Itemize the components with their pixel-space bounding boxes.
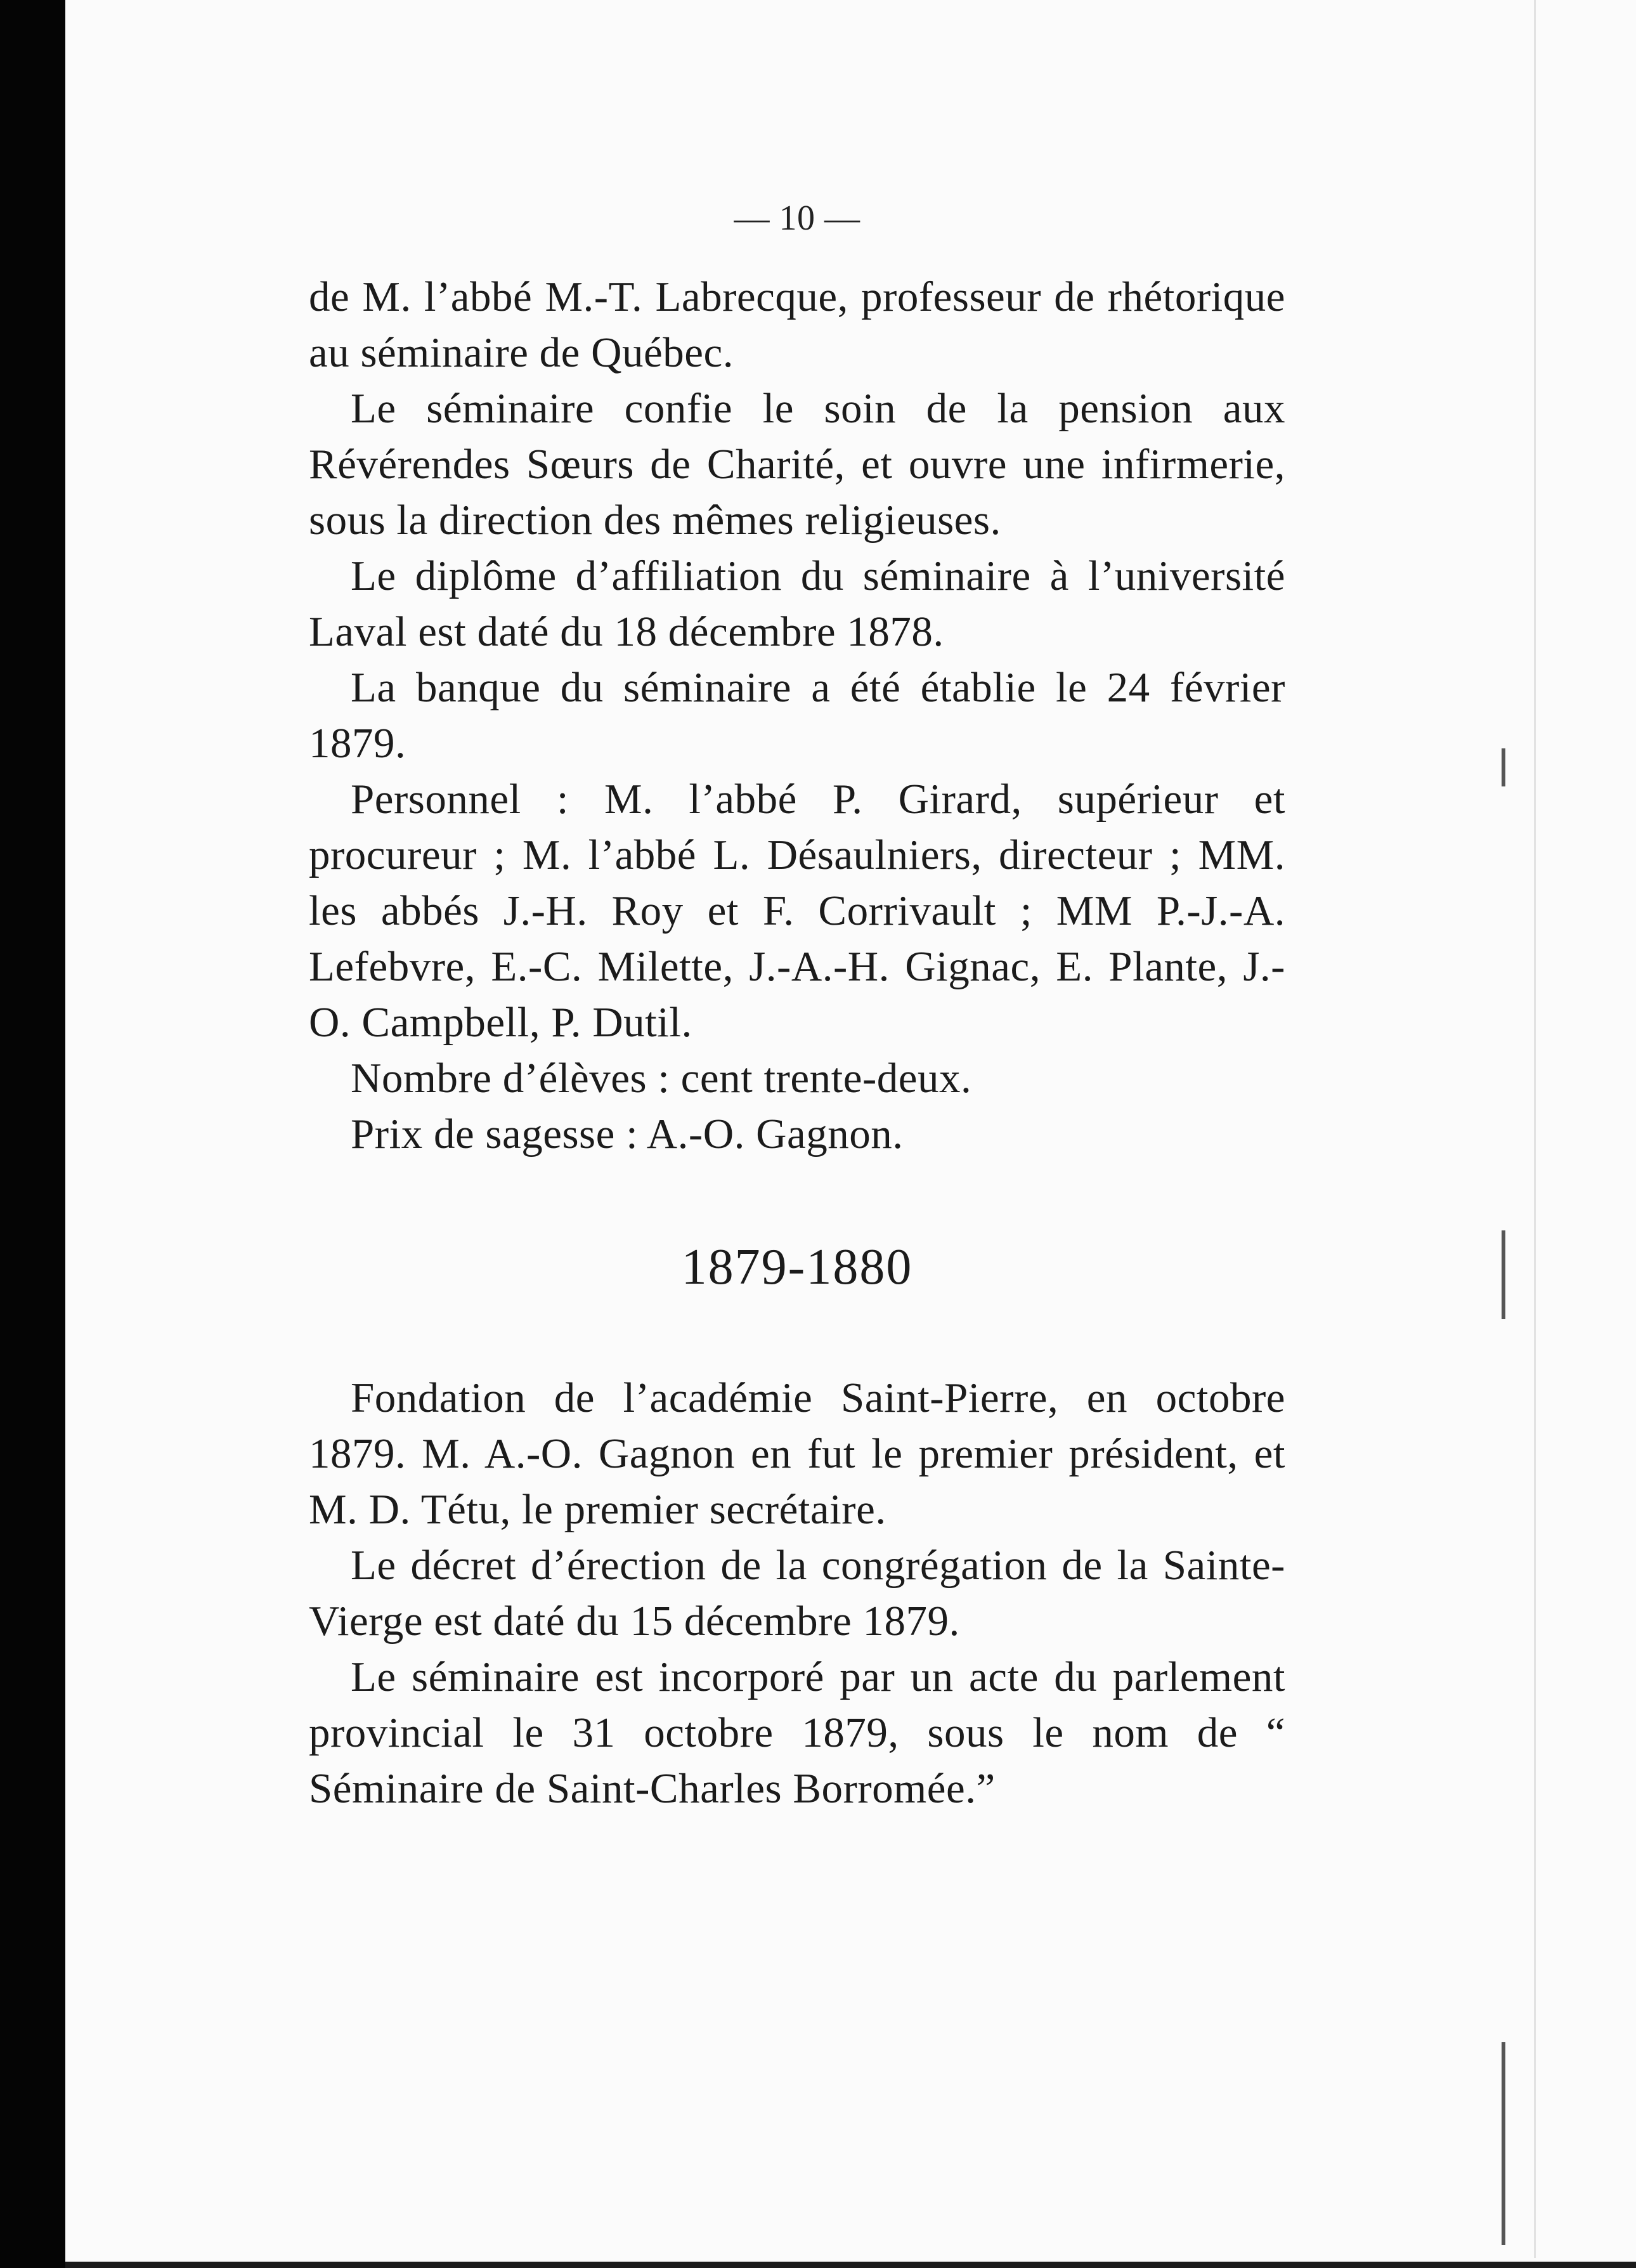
scan-bottom-border bbox=[65, 2262, 1636, 2268]
paragraph: Le diplôme d’affiliation du séminaire à l’université Laval est daté du 18 décembre 1878. bbox=[309, 552, 1285, 655]
scan-artifact-mark bbox=[1502, 1230, 1505, 1319]
page-text bbox=[309, 190, 1285, 1816]
page-number: — 10 — bbox=[734, 199, 860, 238]
paragraph: Nombre d’élèves : cent trente-deux. bbox=[351, 1055, 972, 1102]
paragraph: Le séminaire est incorporé par un acte du parlement provincial le 31 octobre 1879, sous le nom de “ Séminaire de Saint-Charles Borromée.” bbox=[309, 1653, 1285, 1812]
paragraph: Fondation de l’académie Saint-Pierre, en octobre 1879. M. A.-O. Gagnon en fut le premier président, et M. D. Tétu, le premier secrétaire. bbox=[309, 1374, 1285, 1533]
paragraph: Personnel : M. l’abbé P. Girard, supérieur et procureur ; M. l’abbé L. Désaulniers, directeur ; MM. les abbés J.-H. Roy et F. Corrivault ; MM P.-J.-A. Lefebvre, E.-C. Milette, J.-A.-H. Gignac, E. Plante, J.-O. Campbell, P. Dutil. bbox=[309, 776, 1285, 1046]
scan-left-border bbox=[0, 0, 65, 2268]
paragraph: de M. l’abbé M.-T. Labrecque, professeur de rhétorique au séminaire de Québec. bbox=[309, 273, 1285, 376]
paragraph: Le décret d’érection de la congrégation de la Sainte-Vierge est daté du 15 décembre 1879. bbox=[309, 1542, 1285, 1645]
paragraph: Le séminaire confie le soin de la pension aux Révérendes Sœurs de Charité, et ouvre une infirmerie, sous la direction des mêmes religieuses. bbox=[309, 385, 1285, 544]
page-fold-line bbox=[1534, 0, 1536, 2258]
paragraph: La banque du séminaire a été établie le 24 février 1879. bbox=[309, 664, 1285, 767]
section-heading: 1879-1880 bbox=[681, 1239, 913, 1295]
scan-artifact-mark bbox=[1502, 748, 1505, 786]
scan-artifact-mark bbox=[1502, 2042, 1505, 2245]
paragraph: Prix de sagesse : A.-O. Gagnon. bbox=[351, 1111, 904, 1157]
